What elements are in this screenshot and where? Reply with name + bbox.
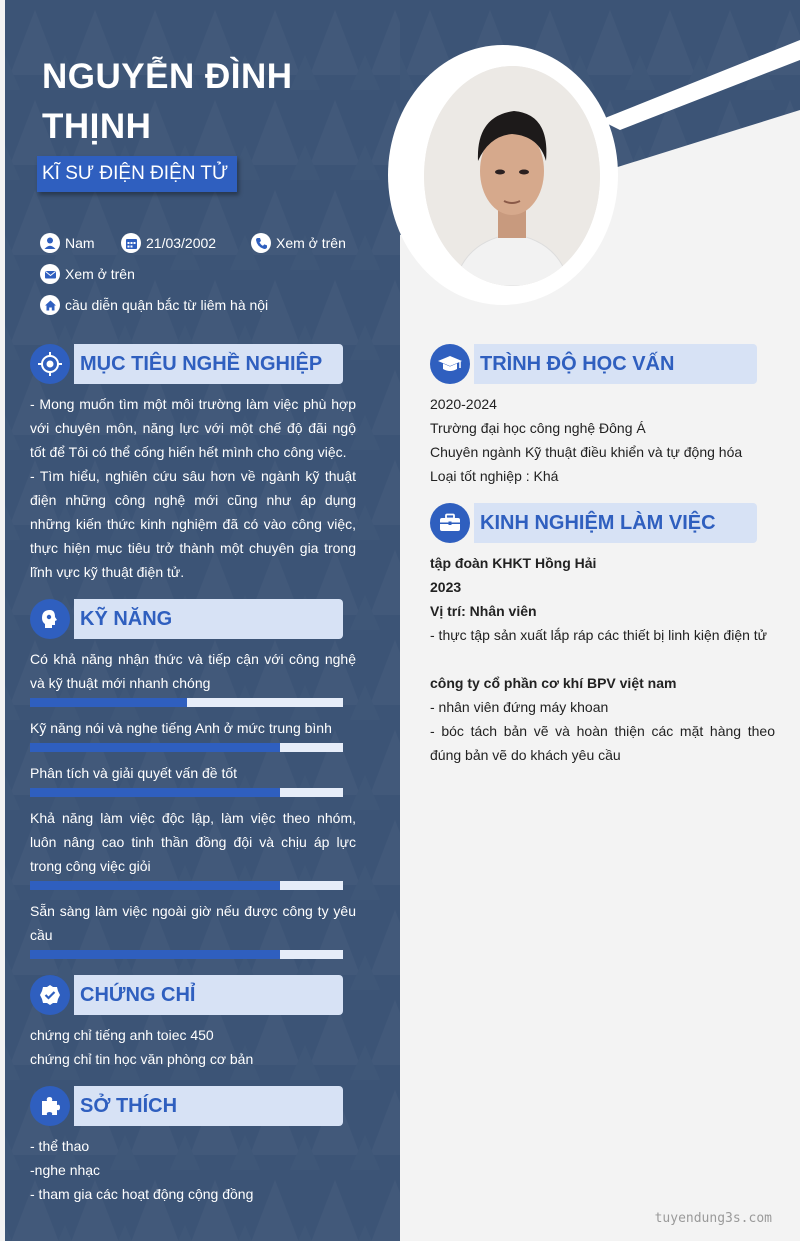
calendar-icon (121, 233, 141, 253)
info-phone (251, 232, 346, 254)
certificates-heading: CHỨNG CHỈ (74, 975, 343, 1015)
job2-company: công ty cổ phần cơ khí BPV việt nam (430, 675, 677, 691)
job1-detail: - thực tập sản xuất lắp ráp các thiết bị linh kiện điện tử (430, 627, 768, 643)
skills-header (30, 599, 343, 639)
user-icon (40, 233, 60, 253)
skill-bar-1 (30, 698, 343, 707)
objective-text: - Mong muốn tìm một môi trường làm việc phù hợp với chuyên môn, năng lực với một chế độ đãi ngộ tốt để Tôi có thể cống hiến hết mình cho công việc. - Tìm hiểu, nghiên cứu sâu hơn về ngành kỹ thuật điện những công nghệ mới cũng như áp dụng những kiến thức kinh nghiệm đã có vào công việc, thực hiện mục tiêu trở thành một chuyên gia trong lĩnh vực kỹ thuật điện tử. (30, 396, 356, 580)
hobby-item-1: - thể thao (30, 1138, 90, 1154)
certificate-item-2: chứng chỉ tin học văn phòng cơ bản (30, 1051, 254, 1067)
job1-year: 2023 (430, 579, 462, 595)
job2-detail-2: - bóc tách bản vẽ và hoàn thiện các mặt hàng theo đúng bản vẽ do khách yêu cầu (430, 723, 775, 763)
objective-header (30, 344, 343, 384)
home-icon (40, 295, 60, 315)
objective-heading: MỤC TIÊU NGHỀ NGHIỆP (74, 344, 343, 384)
info-dob (121, 232, 216, 254)
hobby-item-2: -nghe nhạc (30, 1162, 101, 1178)
hobbies-heading: SỞ THÍCH (74, 1086, 343, 1126)
education-header (430, 344, 757, 384)
skill-fill-5 (30, 950, 280, 959)
certificate-item-1: chứng chỉ tiếng anh toiec 450 (30, 1027, 214, 1043)
skill-fill-2 (30, 743, 280, 752)
skill-fill-1 (30, 698, 187, 707)
info-gender (40, 232, 95, 254)
info-email (40, 263, 135, 285)
education-period: 2020-2024 (430, 396, 497, 412)
skill-bar-2 (30, 743, 343, 752)
mail-icon (40, 264, 60, 284)
skill-bar-5 (30, 950, 343, 959)
hobbies-header (30, 1086, 343, 1126)
education-heading: TRÌNH ĐỘ HỌC VẤN (474, 344, 757, 384)
education-school: Trường đại học công nghệ Đông Á (430, 420, 646, 436)
skills-heading: KỸ NĂNG (74, 599, 343, 639)
profile-photo (424, 66, 600, 286)
job2-detail-1: - nhân viên đứng máy khoan (430, 699, 609, 715)
skill-bar-3 (30, 788, 343, 797)
phone-icon (251, 233, 271, 253)
badge-check-icon (30, 975, 70, 1015)
skill-text-2: Kỹ năng nói và nghe tiếng Anh ở mức trung bình (30, 720, 332, 736)
gender-text: Nam (65, 235, 95, 251)
skill-bar-4 (30, 881, 343, 890)
email-text: Xem ở trên (65, 266, 135, 282)
experience-header (430, 503, 757, 543)
puzzle-icon (30, 1086, 70, 1126)
candidate-name: NGUYỄN ĐÌNH THỊNH (42, 57, 293, 146)
skill-text-4: Khả năng làm việc độc lập, làm việc theo nhóm, luôn nâng cao tinh thần đồng đội và chịu áp lực trong công việc giỏi (30, 810, 356, 874)
skill-fill-4 (30, 881, 280, 890)
target-icon (30, 344, 70, 384)
job1-position: Vị trí: Nhân viên (430, 603, 537, 619)
watermark: tuyendung3s.com (654, 1211, 772, 1226)
person-silhouette (424, 66, 600, 286)
skill-text-1: Có khả năng nhận thức và tiếp cận với công nghệ và kỹ thuật mới nhanh chóng (30, 651, 356, 691)
certificates-header (30, 975, 343, 1015)
job1-company: tập đoàn KHKT Hồng Hải (430, 555, 597, 571)
graduation-cap-icon (430, 344, 470, 384)
experience-heading: KINH NGHIỆM LÀM VIỆC (474, 503, 757, 543)
address-text: cầu diễn quận bắc từ liêm hà nội (65, 297, 269, 313)
education-grade: Loại tốt nghiệp : Khá (430, 468, 559, 484)
dob-text: 21/03/2002 (146, 235, 217, 251)
info-address (40, 294, 268, 316)
skill-fill-3 (30, 788, 280, 797)
job-title: KĨ SƯ ĐIỆN ĐIỆN TỬ (37, 156, 237, 192)
skill-text-3: Phân tích và giải quyết vấn đề tốt (30, 765, 238, 781)
phone-text: Xem ở trên (276, 235, 346, 251)
briefcase-icon (430, 503, 470, 543)
education-major: Chuyên ngành Kỹ thuật điều khiển và tự động hóa (430, 444, 743, 460)
hobby-item-3: - tham gia các hoạt động cộng đồng (30, 1186, 254, 1202)
skill-text-5: Sẵn sàng làm việc ngoài giờ nếu được công ty yêu cầu (30, 903, 356, 943)
brain-icon (30, 599, 70, 639)
